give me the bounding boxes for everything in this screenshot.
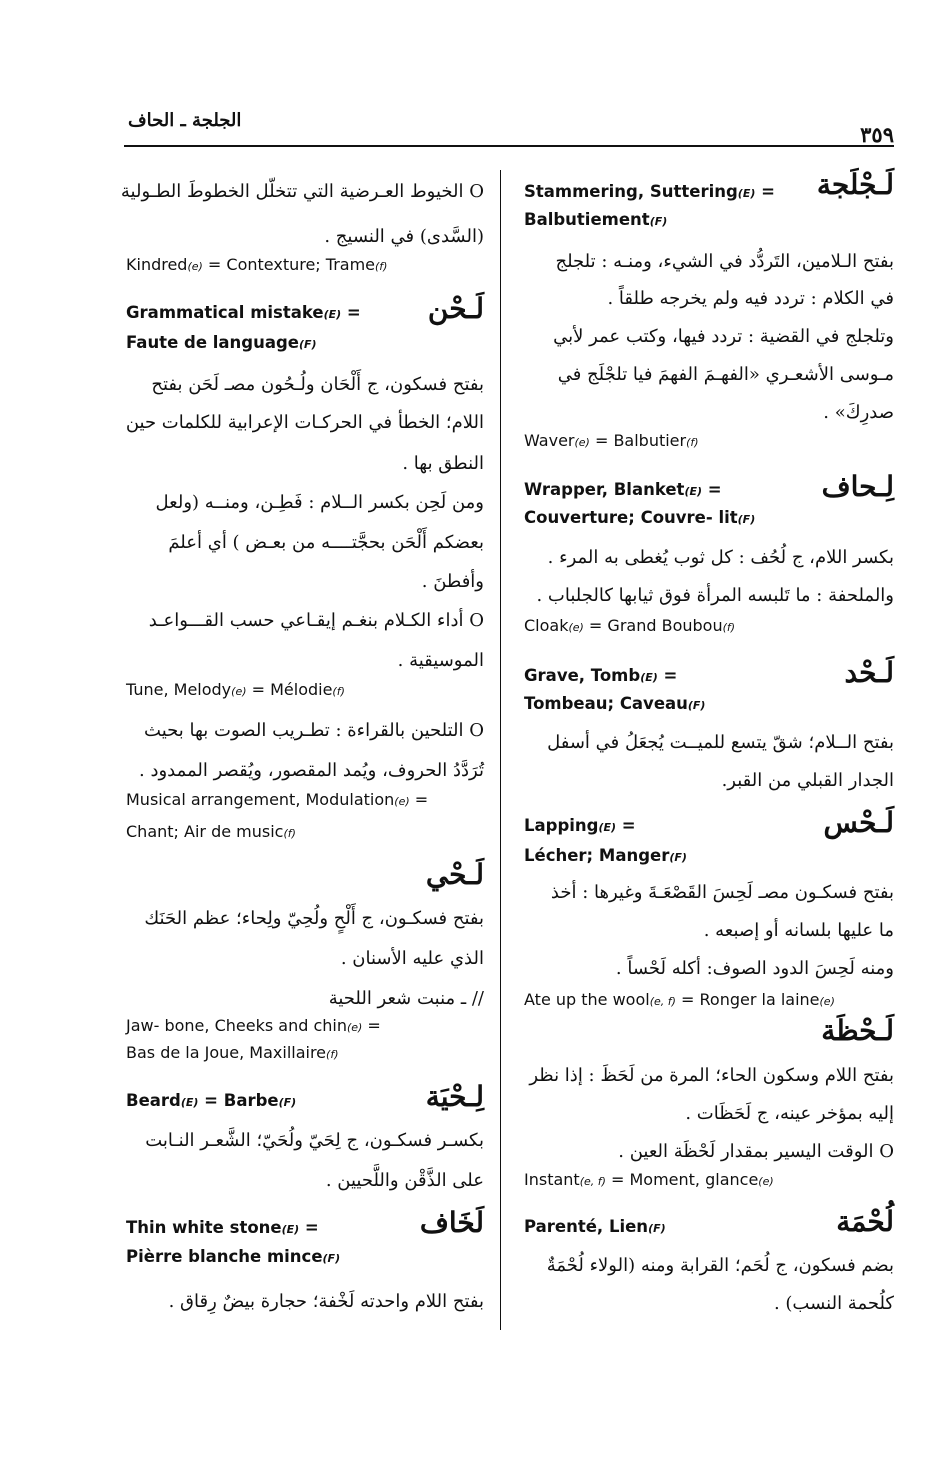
- definition-line: بفتح اللام وسكون الحاء؛ المرة من لَحَظَ : إذا نظر: [529, 1065, 894, 1086]
- definition-line: O التلحين بالقراءة : تطـريب الصوت بها بحيث: [144, 720, 484, 741]
- headword: لَـحْس: [823, 806, 894, 839]
- definition-line: اللام؛ الخطأ في الحركـات الإعرابية للكلمات حين: [125, 412, 484, 433]
- definition-line: تُرَدَّدُ الحروف، ويُمد المقصور، ويُقصر الممدود .: [139, 760, 484, 781]
- definition-line: بفتح الــلام؛ شقّ يتسع للميــت يُجعَلُ في أسفل: [547, 732, 894, 753]
- translation-en: Stammering, Suttering(E) =: [524, 182, 775, 201]
- translation-fr: Tombeau; Caveau(F): [524, 694, 706, 713]
- translation-en: Thin white stone(E) =: [126, 1218, 319, 1237]
- definition-line: إليه بمؤخر عينه، ج لَحَظَات .: [685, 1103, 894, 1124]
- definition-line: O الوقت اليسير بمقدار لَحْظَة العين .: [618, 1141, 894, 1162]
- equivalents: Kindred(e) = Contexture; Trame(f): [126, 255, 388, 274]
- definition-line: ما عليها بلسانه أو إصبعه .: [703, 920, 894, 941]
- definition-line: بضم فسكون، ج لُحَم؛ القرابة ومنه (الولاء لُحْمَةٌ: [546, 1255, 894, 1276]
- translation-en: Grave, Tomb(E) =: [524, 666, 678, 685]
- definition-line: وتلجلج في القضية : تردد فيها، وكتب عمر لأبي: [553, 326, 894, 347]
- definition-line: O أداء الكـلام بنغـم إيقـاعي حسب القـــواعـد: [148, 610, 484, 631]
- definition-line: بكسر اللام، ج لُحُف : كل ثوب يُغطى به المرء .: [547, 547, 894, 568]
- definition-line: النطق بها .: [402, 453, 484, 474]
- page-number: ٣٥٩: [860, 122, 894, 147]
- headword: لِـحاف: [821, 470, 894, 503]
- headword: لَـحْظَة: [821, 1014, 894, 1047]
- definition-line: بفتح فسكون، ج أَلْحَان ولُـحُون مصـ لَحَن بفتح: [151, 374, 484, 395]
- definition-line: (السَّدى) في النسيج .: [324, 226, 484, 247]
- equivalents: Ate up the wool(e, f) = Ronger la laine(e): [524, 990, 835, 1009]
- headword: لَخَاف: [419, 1206, 484, 1239]
- definition-line: بكسـر فسكـون، ج لِحَيّ ولُحَيّ؛ الشَّعـر النـابت: [145, 1130, 484, 1151]
- equivalents: Tune, Melody(e) = Mélodie(f): [126, 680, 345, 699]
- translation-fr: Balbutiement(F): [524, 210, 668, 229]
- column-divider: [500, 170, 501, 1330]
- translation-fr: Parenté, Lien(F): [524, 1217, 666, 1236]
- header-rule: [124, 145, 894, 147]
- definition-line: والملحفة : ما تَلبسه المرأة فوق ثيابها كالجلباب .: [536, 585, 894, 606]
- translation: Beard(E) = Barbe(F): [126, 1091, 297, 1110]
- headword: لَـحْد: [844, 656, 894, 689]
- equivalents: Chant; Air de music(f): [126, 822, 296, 841]
- definition-line: على الذَّقْن واللَّحيين .: [325, 1170, 484, 1191]
- definition-line: في الكلام : تردد فيه ولم يخرجه طلقاً .: [607, 288, 894, 309]
- definition-line: بفتح اللام واحدته لَخْفة؛ حجارة بيضٌ رِقاق .: [168, 1291, 484, 1312]
- definition-line: O الخيوط العـرضية التي تتخلّل الخطوطَ الطـولية: [120, 181, 484, 202]
- headword: لِـحْيَة: [425, 1080, 484, 1113]
- translation-en: Lapping(E) =: [524, 816, 636, 835]
- translation-fr: Couverture; Couvre- lit(F): [524, 508, 756, 527]
- translation-fr: Lécher; Manger(F): [524, 846, 687, 865]
- definition-line: ومن لَحِن بكسر الــلام : فَطِـن، ومنــه (ولعل: [155, 492, 484, 513]
- page-header: [124, 106, 894, 146]
- headword: لُحْمَة: [836, 1205, 894, 1238]
- headword: لَـجْلَجة: [816, 168, 894, 201]
- definition-line: مـوسى الأشعـري «الفهـمَ الفهمَ فيا تلجْلَج في: [557, 364, 894, 385]
- headword: لَـحْي: [425, 858, 484, 891]
- definition-line: الموسيقية .: [397, 650, 484, 671]
- running-title: الجلجة ـ الحاف: [128, 110, 242, 131]
- definition-line: الجدار القبلي من القبر.: [721, 770, 894, 791]
- definition-line: ومنه لَحِسَ الدود الصوف: أكله لَحْساً .: [615, 958, 894, 979]
- headword: لَـحْن: [427, 292, 484, 325]
- translation-fr: Pièrre blanche mince(F): [126, 1247, 341, 1266]
- definition-line: بفتح الـلامين، التَردُّد في الشيء، ومنـه : تلجلج: [555, 251, 894, 272]
- translation-fr: Faute de language(F): [126, 333, 317, 352]
- equivalents: Waver(e) = Balbutier(f): [524, 431, 699, 450]
- equivalents: Jaw- bone, Cheeks and chin(e) =: [126, 1016, 381, 1035]
- definition-line: وأفطنَ .: [421, 571, 484, 592]
- definition-line: بفتح فسكـون مصـ لَحِسَ القَصْعَـةَ وغيرها : أخذ: [550, 882, 894, 903]
- translation-en: Wrapper, Blanket(E) =: [524, 480, 722, 499]
- definition-line: الذي عليه الأسنان .: [340, 948, 484, 969]
- definition-line: كلُحمة النسب) .: [773, 1293, 894, 1314]
- definition-line: // ـ منبت شعر اللحية: [328, 988, 484, 1009]
- equivalents: Instant(e, f) = Moment, glance(e): [524, 1170, 774, 1189]
- equivalents: Musical arrangement, Modulation(e) =: [126, 790, 429, 809]
- definition-line: صدرِكَ» .: [823, 402, 894, 423]
- equivalents: Cloak(e) = Grand Boubou(f): [524, 616, 736, 635]
- translation-en: Grammatical mistake(E) =: [126, 303, 361, 322]
- definition-line: بفتح فسكـون، ج أَلْحٍ ولُحِيّ ولِحاء؛ عظم الحَنَك: [144, 908, 484, 929]
- definition-line: بعضكم أَلْحَن بحجَّتــــه من بعـض ) أي أعلمَ: [168, 532, 484, 553]
- equivalents: Bas de la Joue, Maxillaire(f): [126, 1043, 339, 1062]
